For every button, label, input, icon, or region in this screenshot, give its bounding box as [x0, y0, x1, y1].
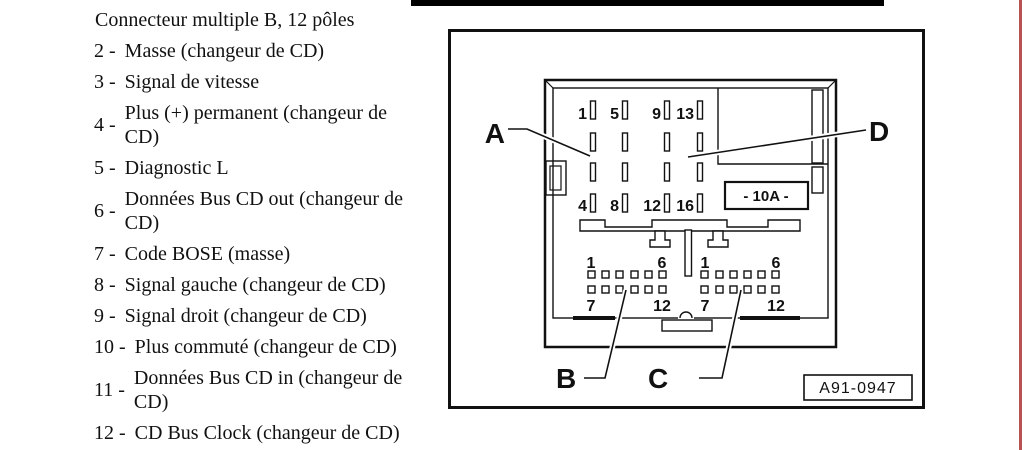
square-pin [616, 271, 623, 278]
square-pin [631, 286, 638, 293]
square-pin [631, 271, 638, 278]
pin-number: 7 - [94, 243, 116, 265]
pin-list-item [94, 335, 439, 359]
socket-c-label: 7 [700, 298, 710, 315]
pin-number: 4 - [94, 114, 116, 136]
label-a: A [484, 118, 505, 149]
pin-list-item [94, 273, 439, 297]
label-b: B [556, 363, 577, 394]
pin-list-item [94, 366, 439, 414]
slot-label: 12 [643, 198, 661, 215]
slot-pin [698, 163, 703, 181]
slot-label: 16 [676, 198, 694, 215]
square-pin [602, 286, 609, 293]
header-rule [411, 0, 884, 6]
slot-pin [591, 133, 596, 151]
square-pin [701, 286, 708, 293]
page-edge-rule [1019, 0, 1022, 450]
slot-pin [665, 101, 670, 119]
slot-pin [665, 194, 670, 212]
pin-list-item [94, 187, 439, 235]
pin-description: Données Bus CD out (changeur de CD) [124, 188, 403, 234]
square-pin [758, 286, 765, 293]
figure-code-box [804, 375, 912, 400]
square-pin [616, 286, 623, 293]
square-pin [772, 286, 779, 293]
slot-pin [591, 163, 596, 181]
square-pin [588, 271, 595, 278]
pin-description: Signal gauche (changeur de CD) [124, 274, 386, 296]
connector-figure [448, 29, 925, 409]
pin-number: 9 - [94, 305, 116, 327]
pin-description: Signal droit (changeur de CD) [124, 305, 367, 327]
figure-panel [448, 29, 925, 409]
pin-list-heading: Connecteur multiple B, 12 pôles [95, 9, 355, 31]
bottom-tab [662, 320, 712, 331]
fuse-label: - 10A - [743, 188, 789, 205]
pin-list-item [94, 421, 439, 445]
pin-number: 8 - [94, 274, 116, 296]
pin-description: Données Bus CD in (changeur de CD) [133, 367, 403, 413]
pin-description: Plus (+) permanent (changeur de CD) [124, 102, 387, 148]
square-pin [602, 271, 609, 278]
square-pin [716, 286, 723, 293]
square-pin [730, 286, 737, 293]
pin-list [94, 8, 439, 450]
socket-c-label: 1 [700, 255, 710, 272]
figure-code: A91-0947 [819, 380, 897, 397]
slot-pin [698, 101, 703, 119]
pin-description: Plus commuté (changeur de CD) [134, 336, 397, 358]
square-pin [772, 271, 779, 278]
slot-pin [623, 163, 628, 181]
slot-pin [698, 133, 703, 151]
slot-pin [698, 194, 703, 212]
pin-number: 10 - [94, 336, 126, 358]
slot-pin [623, 133, 628, 151]
pin-number: 11 - [94, 379, 125, 401]
pin-list-item [94, 101, 439, 149]
pin-number: 3 - [94, 71, 116, 93]
pin-number: 2 - [94, 40, 116, 62]
square-pin [645, 271, 652, 278]
pin-list-item [94, 70, 439, 94]
slot-pin [623, 101, 628, 119]
socket-b-label: 1 [586, 255, 596, 272]
pin-list-item [94, 156, 439, 180]
slot-label: 8 [610, 198, 619, 215]
pin-description: Diagnostic L [124, 157, 229, 179]
guide-bump [680, 312, 692, 318]
pin-list-item [94, 242, 439, 266]
slot-pin [591, 101, 596, 119]
pin-list-item [94, 39, 439, 63]
pin-description: CD Bus Clock (changeur de CD) [134, 422, 400, 444]
square-pin [659, 271, 666, 278]
square-pin [701, 271, 708, 278]
slot-pin [665, 163, 670, 181]
pin-list-items [94, 39, 439, 445]
slot-pin [623, 194, 628, 212]
label-d: D [869, 116, 890, 147]
socket-b-label: 7 [586, 298, 596, 315]
square-pin [645, 286, 652, 293]
socket-b-label: 12 [653, 298, 671, 315]
label-c: C [648, 363, 669, 394]
slot-label: 4 [578, 198, 587, 215]
square-pin [744, 286, 751, 293]
socket-c-label: 6 [771, 255, 781, 272]
slot-label: 5 [610, 106, 619, 123]
pin-number: 5 - [94, 157, 116, 179]
socket-c-label: 12 [767, 298, 785, 315]
slot-label: 9 [652, 106, 661, 123]
square-pin [730, 271, 737, 278]
pin-list-item [94, 304, 439, 328]
square-pin [744, 271, 751, 278]
square-pin [659, 286, 666, 293]
slot-label: 13 [676, 106, 694, 123]
slot-pin [591, 194, 596, 212]
center-divider [685, 230, 692, 276]
square-pin [716, 271, 723, 278]
slot-pin [665, 133, 670, 151]
pin-description: Code BOSE (masse) [124, 243, 291, 265]
pin-description: Signal de vitesse [124, 71, 260, 93]
square-pin [758, 271, 765, 278]
socket-b-label: 6 [657, 255, 667, 272]
pin-description: Masse (changeur de CD) [124, 40, 325, 62]
pin-number: 6 - [94, 200, 116, 222]
pin-number: 12 - [94, 422, 126, 444]
square-pin [588, 286, 595, 293]
slot-label: 1 [578, 106, 587, 123]
